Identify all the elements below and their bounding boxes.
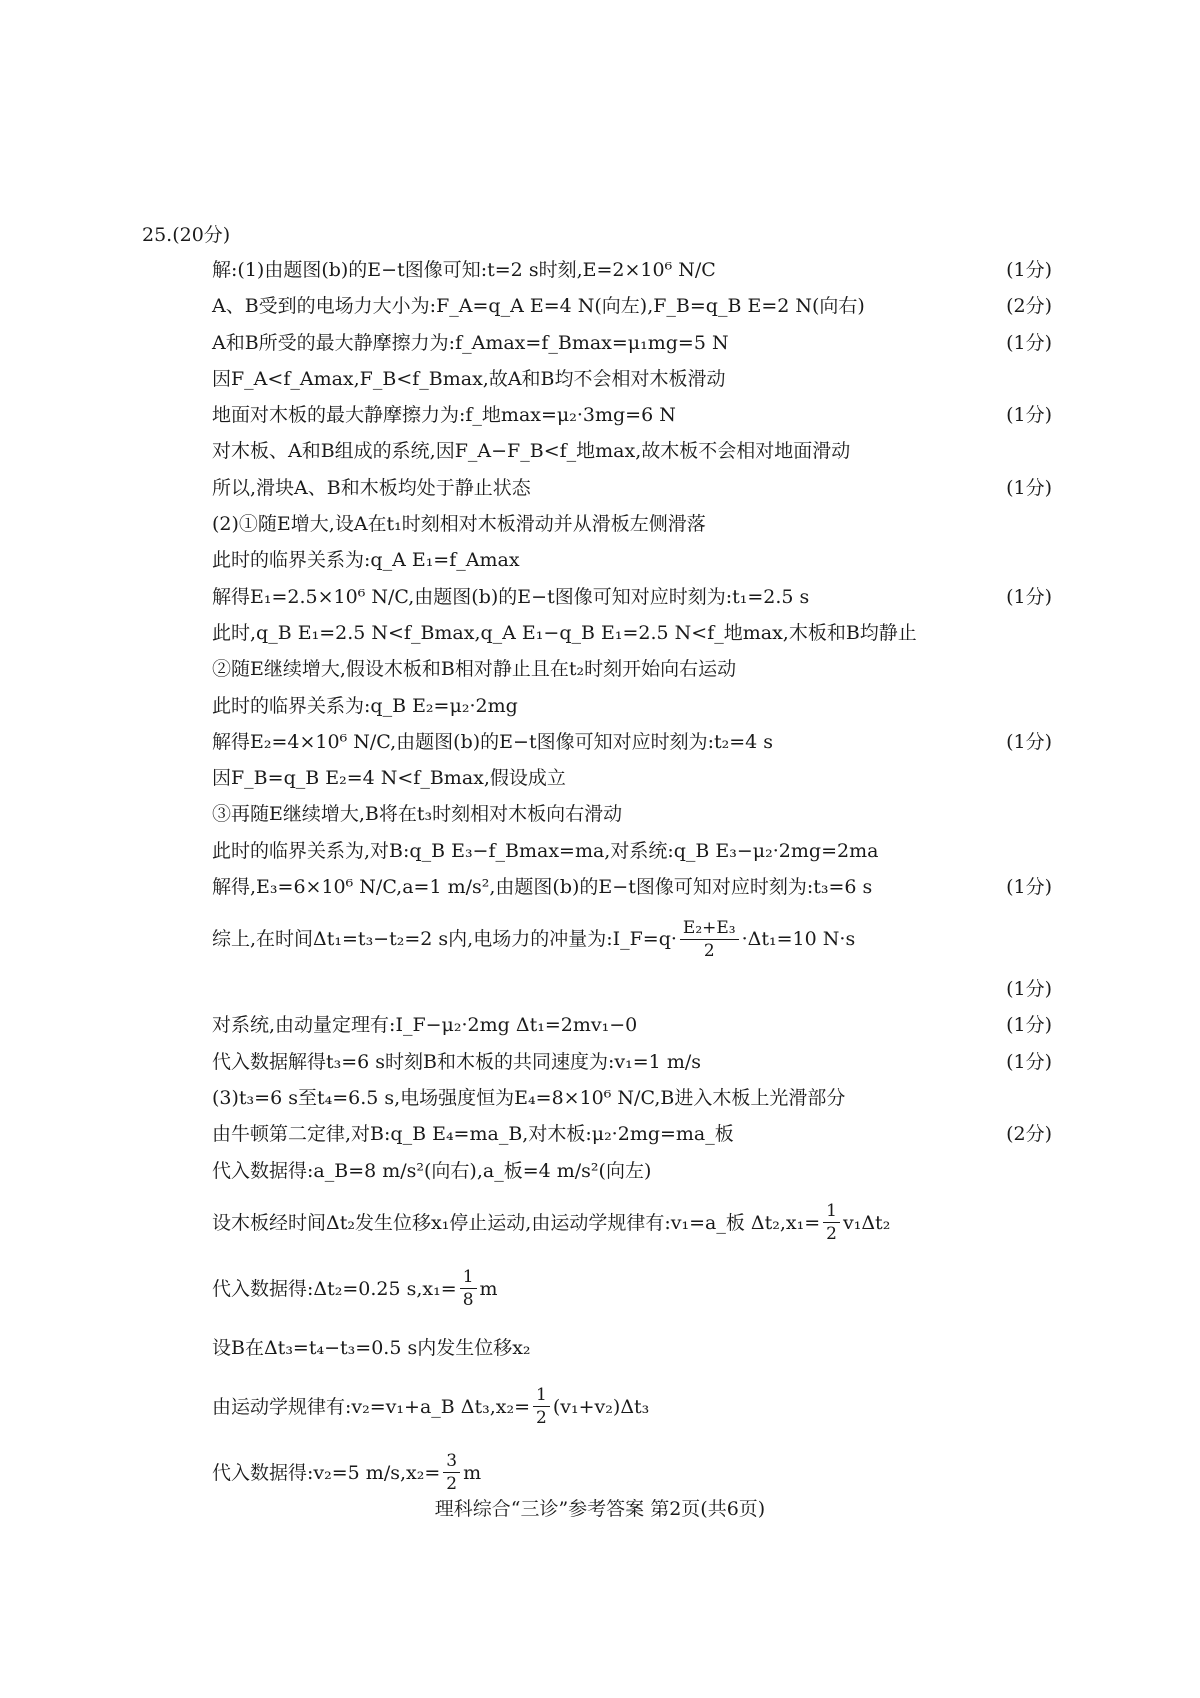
line-text: 对木板、A和B组成的系统,因F_A−F_B<f_地max,故木板不会相对地面滑动 [212,440,851,463]
line-text: 此时的临界关系为,对B:q_B E₃−f_Bmax=ma,对系统:q_B E₃−μ₂·2mg=2ma [212,839,879,862]
line-text: 由牛顿第二定律,对B:q_B E₄=ma_B,对木板:μ₂·2mg=ma_板 [212,1123,734,1146]
solution-part-3 [212,1190,1052,1506]
line-text: 对系统,由动量定理有:I_F−μ₂·2mg Δt₁=2mv₁−0 [212,1014,638,1037]
solution-line [212,834,1052,870]
solution-line [212,1117,1052,1153]
score-mark: (2分) [1006,1123,1052,1146]
fraction-denominator: 2 [536,1408,547,1429]
line-text-after: m [479,1277,498,1300]
solution-line [212,616,1052,652]
line-text-after: m [463,1461,482,1484]
line-text: 因F_B=q_B E₂=4 N<f_Bmax,假设成立 [212,767,566,790]
score-mark: (1分) [1006,978,1052,1001]
fraction-numerator: 1 [533,1384,550,1407]
line-text: 所以,滑块A、B和木板均处于静止状态 [212,476,531,499]
score-mark: (1分) [1006,1050,1052,1073]
line-text: 地面对木板的最大静摩擦力为:f_地max=μ₂·3mg=6 N [212,404,676,427]
solution-line [212,1154,1052,1190]
fraction [460,1266,477,1311]
solution-line [212,797,1052,833]
impulse-text-after: ·Δt₁=10 N·s [741,928,856,951]
fraction-denominator: 2 [826,1224,837,1245]
solution-line [212,1081,1052,1117]
impulse-score-line [212,972,1052,1008]
line-text: 解:(1)由题图(b)的E−t图像可知:t=2 s时刻,E=2×10⁶ N/C [212,259,716,281]
line-text: 此时的临界关系为:q_A E₁=f_Amax [212,549,520,572]
line-text: A、B受到的电场力大小为:F_A=q_A E=4 N(向左),F_B=q_B E=2 N(向右) [212,295,865,318]
line-text: 解得,E₃=6×10⁶ N/C,a=1 m/s²,由题图(b)的E−t图像可知对应时刻为:t₃=6 s [212,876,873,899]
impulse-text-before: 综上,在时间Δt₁=t₃−t₂=2 s内,电场力的冲量为:I_F=q· [212,928,677,951]
fraction [533,1384,550,1429]
score-mark: (2分) [1006,295,1052,318]
fraction-numerator: 1 [823,1200,840,1223]
solution-line [212,580,1052,616]
page-footer: 理科综合“三诊”参考答案 第2页(共6页) [434,1498,766,1520]
solution-line [212,725,1052,761]
impulse-fraction [680,917,739,962]
line-text: ②随E继续增大,假设木板和B相对静止且在t₂时刻开始向右运动 [212,658,737,681]
line-text: ③再随E继续增大,B将在t₃时刻相对木板向右滑动 [212,803,623,826]
solution-line [212,1256,1052,1322]
line-text: 因F_A<f_Amax,F_B<f_Bmax,故A和B均不会相对木板滑动 [212,367,726,390]
line-text: 代入数据解得t₃=6 s时刻B和木板的共同速度为:v₁=1 m/s [212,1050,701,1073]
line-text: A和B所受的最大静摩擦力为:f_Amax=f_Bmax=μ₁mg=5 N [212,331,729,354]
fraction-denominator: 2 [446,1474,458,1495]
line-text: 代入数据得:a_B=8 m/s²(向右),a_板=4 m/s²(向左) [212,1159,652,1182]
line-text: 解得E₂=4×10⁶ N/C,由题图(b)的E−t图像可知对应时刻为:t₂=4 s [212,730,774,753]
solution-line [212,1374,1052,1440]
line-text: 设木板经时间Δt₂发生位移x₁停止运动,由运动学规律有:v₁=a_板 Δt₂,x₁= [212,1211,821,1234]
solution-line [212,1322,1052,1374]
solution-line [212,1008,1052,1044]
line-text: 设B在Δt₃=t₄−t₃=0.5 s内发生位移x₂ [212,1336,531,1359]
solution-line [212,289,1052,325]
impulse-line [212,906,1052,972]
solution-line [212,253,1052,289]
line-text: (3)t₃=6 s至t₄=6.5 s,电场强度恒为E₄=8×10⁶ N/C,B进入木板上光滑部分 [212,1086,846,1109]
fraction-denominator: 2 [703,940,715,961]
line-text: 此时,q_B E₁=2.5 N<f_Bmax,q_A E₁−q_B E₁=2.5 N<f_地max,木板和B均静止 [212,621,917,644]
line-text: 由运动学规律有:v₂=v₁+a_B Δt₃,x₂= [212,1395,531,1418]
solution-line [212,326,1052,362]
fraction [823,1200,840,1245]
line-text: 解得E₁=2.5×10⁶ N/C,由题图(b)的E−t图像可知对应时刻为:t₁=2.5 s [212,585,810,608]
solution-line [212,1045,1052,1081]
solution-part-1 [212,253,1052,906]
line-text-after: (v₁+v₂)Δt₃ [552,1395,650,1418]
line-text: 代入数据得:Δt₂=0.25 s,x₁= [212,1277,457,1300]
line-text: (2)①随E增大,设A在t₁时刻相对木板滑动并从滑板左侧滑落 [212,513,706,536]
solution-line [212,870,1052,906]
solution-part-2 [212,1008,1052,1189]
solution-line [212,398,1052,434]
score-mark: (1分) [1006,331,1052,354]
score-mark: (1分) [1006,259,1052,281]
fraction-denominator: 8 [462,1290,474,1311]
fraction-numerator: E₂+E₃ [680,917,739,940]
score-mark: (1分) [1006,876,1052,899]
score-mark: (1分) [1006,1014,1052,1037]
solution-line [212,652,1052,688]
fraction-numerator: 1 [460,1266,477,1289]
solution-line [212,471,1052,507]
score-mark: (1分) [1006,404,1052,427]
score-mark: (1分) [1006,476,1052,499]
line-text-after: v₁Δt₂ [842,1211,891,1234]
line-text: 此时的临界关系为:q_B E₂=μ₂·2mg [212,694,518,717]
solution-line [212,362,1052,398]
solution-line [212,434,1052,470]
fraction-numerator: 3 [443,1450,460,1473]
line-text: 代入数据得:v₂=5 m/s,x₂= [212,1461,441,1484]
score-mark: (1分) [1006,585,1052,608]
solution-body [212,253,1052,1506]
fraction [443,1450,460,1495]
question-heading: 25.(20分) [142,224,231,246]
solution-line [212,507,1052,543]
score-mark: (1分) [1006,730,1052,753]
solution-line [212,543,1052,579]
solution-line [212,761,1052,797]
solution-line [212,689,1052,725]
solution-line [212,1190,1052,1256]
